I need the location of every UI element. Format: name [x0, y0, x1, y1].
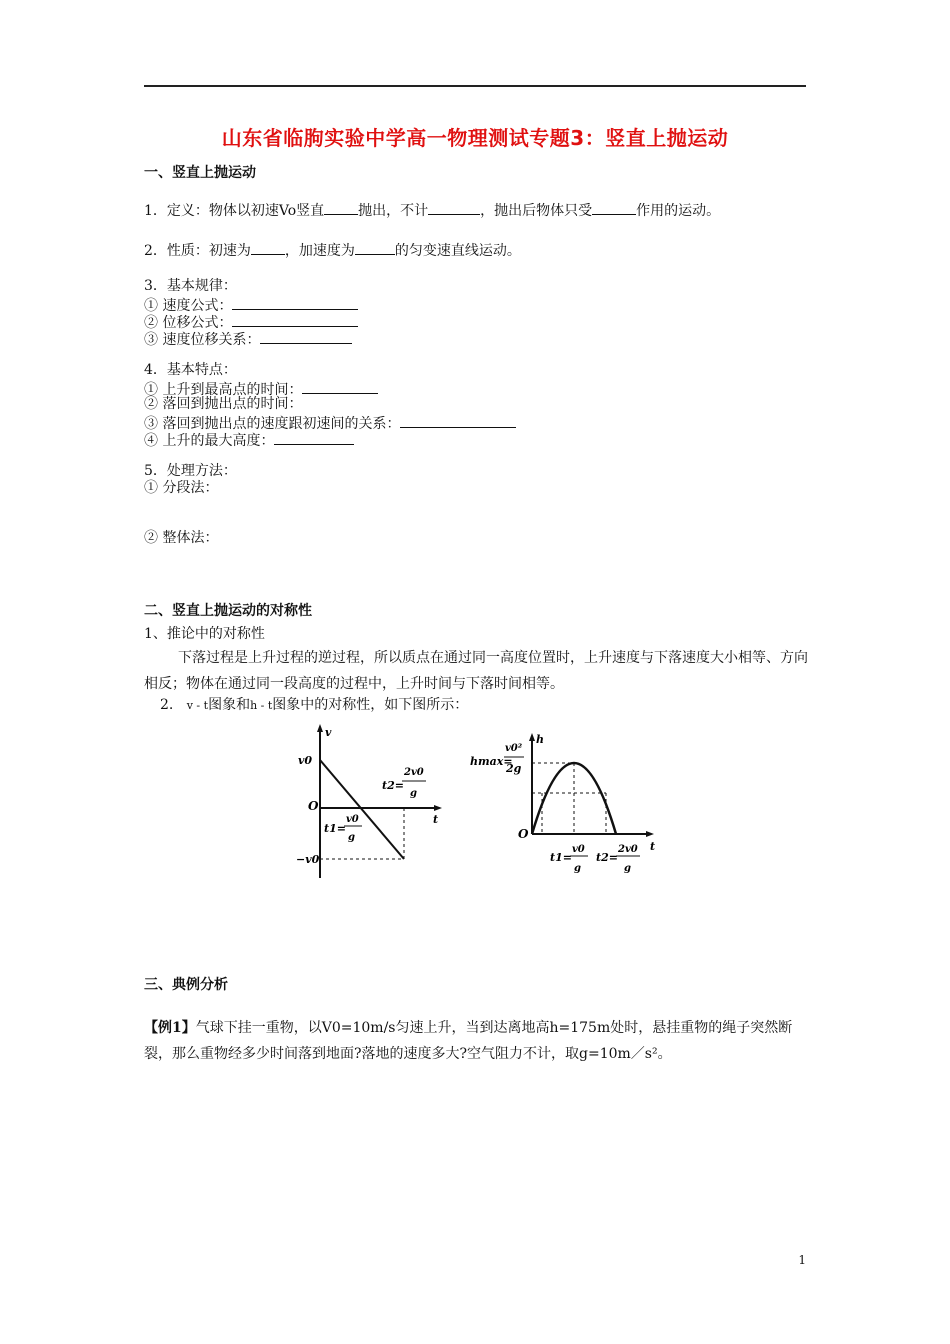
feature-4: [144, 430, 354, 450]
blank: [251, 240, 285, 255]
ht-t2-den: g: [624, 863, 631, 874]
ht-t1-num: v0: [572, 844, 585, 855]
vt-origin: O: [308, 799, 319, 813]
ht-t-label: t: [650, 840, 656, 853]
property-line: [144, 240, 521, 260]
vt-t-arrow: [434, 805, 442, 811]
sub2-vt: v - t: [186, 699, 209, 712]
blank: [232, 312, 358, 327]
page-title: 山东省临朐实验中学高一物理测试专题3：竖直上抛运动: [221, 126, 729, 150]
method-head: 5．处理方法：: [144, 463, 237, 479]
prop-part-c: 的匀变速直线运动。: [394, 243, 521, 259]
example-label: 【例1】: [144, 1020, 196, 1036]
example-text: 气球下挂一重物，以V0=10m/s匀速上升，当到达离地高h=175m处时，悬挂重物的绳子突然断裂，那么重物经多少时间落到地面?落地的速度多大?空气阻力不计，取g=10m／s²。: [144, 1020, 793, 1062]
feature-1-label: ① 上升到最高点的时间：: [144, 382, 303, 398]
vt-graph: [296, 722, 446, 882]
definition-line: [144, 200, 720, 220]
def-part-b: 抛出，不计: [358, 203, 429, 219]
feature-2: [144, 396, 302, 413]
def-part-a: 1．定义：物体以初速Vo竖直: [144, 203, 325, 219]
blank: [428, 200, 480, 215]
vt-t2-den: g: [410, 788, 417, 799]
section1-heading: 一、竖直上抛运动: [144, 165, 256, 181]
ht-h-label: h: [536, 733, 544, 746]
symmetry-paragraph: 下落过程是上升过程的逆过程，所以质点在通过同一高度位置时，上升速度与下落速度大小相等、方向相反；物体在通过同一段高度的过程中，上升时间与下落时间相等。: [144, 650, 808, 692]
vt-t2-num: 2v0: [404, 767, 424, 778]
feature-2-label: ② 落回到抛出点的时间：: [144, 396, 303, 412]
blank: [232, 295, 358, 310]
vt-t1-label: t1=: [324, 822, 346, 835]
section2-sub1: 1、推论中的对称性: [144, 626, 265, 642]
ht-origin: O: [518, 827, 529, 841]
ht-graph: [468, 730, 663, 880]
blank: [400, 413, 516, 428]
ht-h-arrow: [529, 733, 535, 741]
law-vel-disp: [144, 329, 352, 349]
method-segment: ① 分段法：: [144, 480, 219, 496]
vt-t1-den: g: [348, 832, 355, 843]
ht-t1-label: t1=: [550, 851, 572, 864]
vt-v-arrow: [317, 724, 323, 732]
section2-heading: 二、竖直上抛运动的对称性: [144, 603, 312, 619]
sub2-mid: 图象和: [208, 697, 251, 713]
section3-heading: 三、典例分析: [144, 977, 228, 993]
example-1: [144, 1015, 810, 1067]
feature-3-label: ③ 落回到抛出点的速度跟初速间的关系：: [144, 416, 401, 432]
section2-sub2: [160, 697, 468, 714]
blank: [324, 200, 358, 215]
blank: [274, 430, 354, 445]
vt-t1-num: v0: [346, 814, 359, 825]
blank: [302, 379, 378, 394]
sub2-ht: h - t: [250, 699, 273, 712]
vt-v-label: v: [325, 726, 332, 739]
law-displacement-label: ② 位移公式：: [144, 315, 233, 331]
def-part-c: ，抛出后物体只受: [480, 203, 593, 219]
vt-t-label: t: [433, 813, 439, 826]
prop-part-b: ，加速度为: [284, 243, 355, 259]
def-part-d: 作用的运动。: [636, 203, 721, 219]
ht-t2-num: 2v0: [618, 844, 638, 855]
feature-4-label: ④ 上升的最大高度：: [144, 433, 275, 449]
blank: [592, 200, 636, 215]
blank: [260, 329, 352, 344]
ht-t2-label: t2=: [596, 851, 618, 864]
sub2-number: 2.: [160, 697, 174, 713]
page-number: 1: [798, 1253, 806, 1267]
vt-line: [320, 760, 404, 859]
method-whole: ② 整体法：: [144, 530, 219, 546]
prop-part-a: 2．性质：初速为: [144, 243, 251, 259]
ht-t-arrow: [646, 831, 654, 837]
laws-head: 3．基本规律：: [144, 278, 237, 294]
vt-negv0-label: −v0: [296, 853, 320, 866]
ht-hmax-label: hmax=: [470, 755, 513, 768]
ht-hmax-den: 2g: [506, 762, 522, 775]
header-rule: [144, 85, 806, 87]
sub2-end: 图象中的对称性，如下图所示：: [272, 697, 469, 713]
features-head: 4．基本特点：: [144, 362, 237, 378]
blank: [355, 240, 395, 255]
law-velocity-label: ① 速度公式：: [144, 298, 233, 314]
ht-hmax-num: v0²: [505, 743, 523, 754]
ht-t1-den: g: [574, 863, 581, 874]
vt-v0-label: v0: [298, 754, 313, 767]
vt-t2-label: t2=: [382, 779, 404, 792]
law-vel-disp-label: ③ 速度位移关系：: [144, 332, 261, 348]
